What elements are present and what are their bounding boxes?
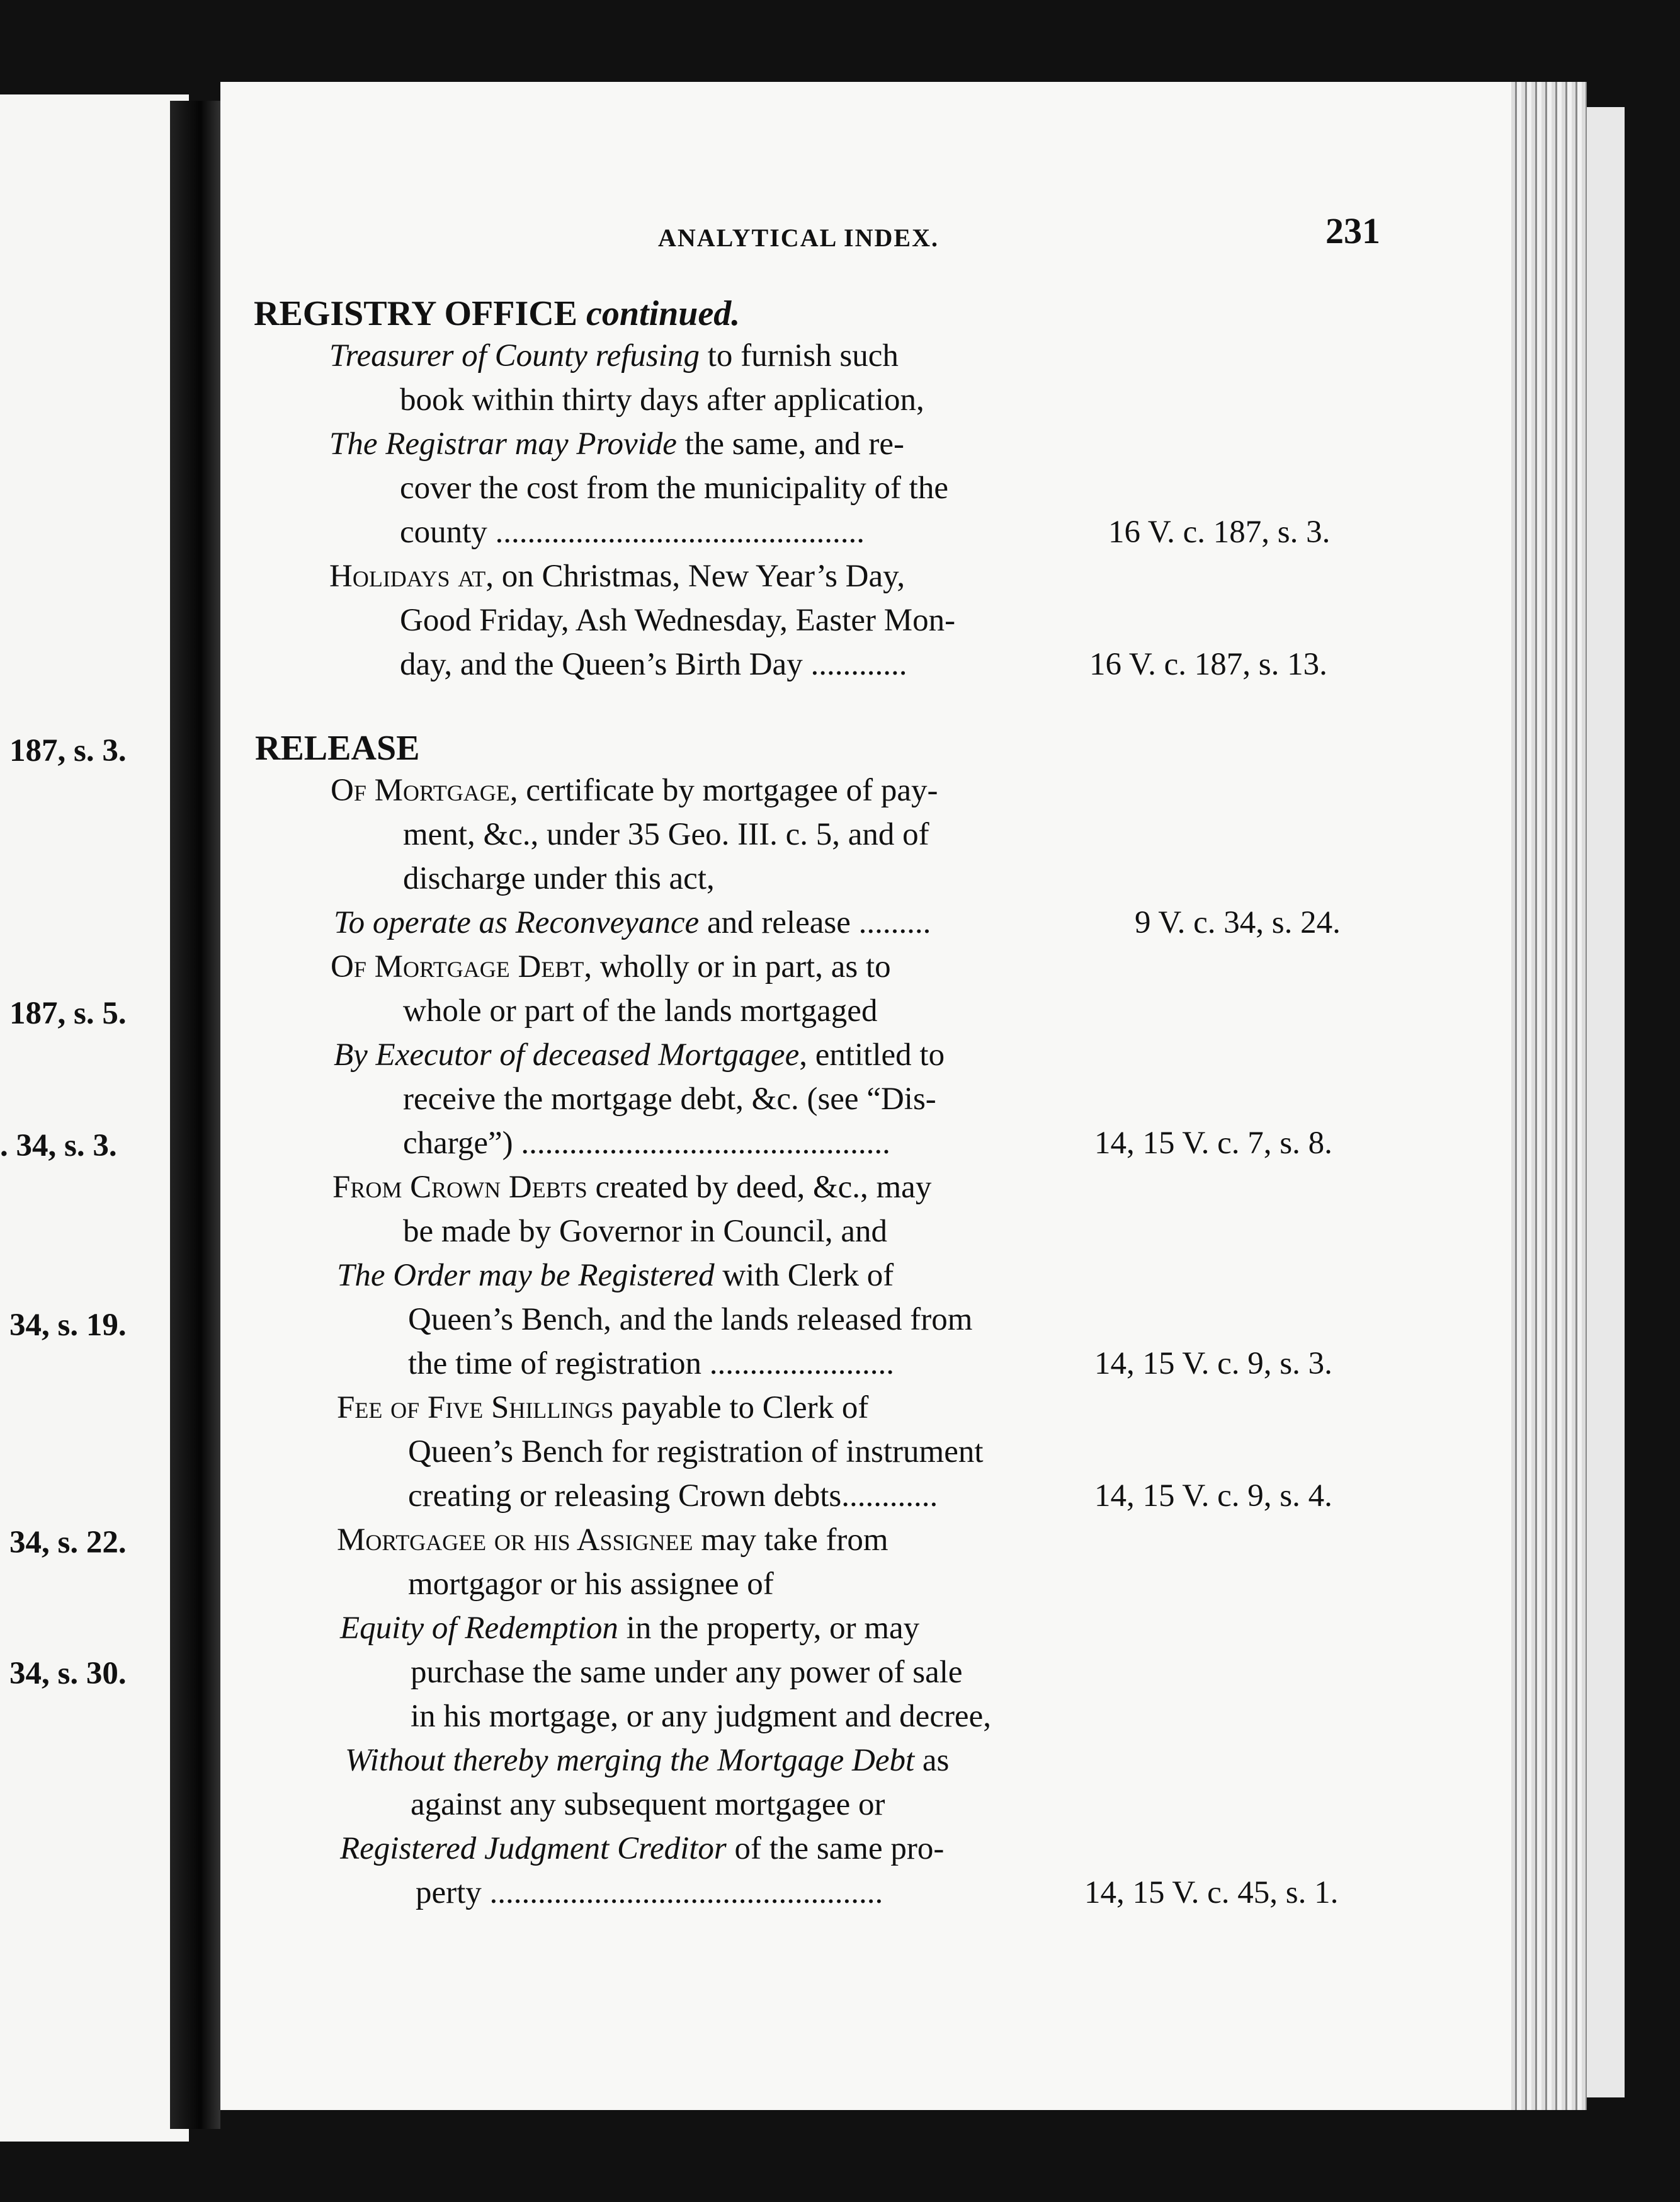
- index-line: [411, 1657, 963, 1689]
- index-text: , wholly or in part, as to: [584, 949, 891, 984]
- index-line: [408, 1568, 774, 1600]
- index-line: [340, 1833, 944, 1865]
- index-text: continued.: [586, 294, 741, 333]
- index-text: The Registrar may Provide: [329, 426, 677, 462]
- index-text: , on Christmas, New Year’s Day,: [485, 559, 905, 594]
- index-text: whole or part of the lands mortgaged: [403, 993, 878, 1029]
- index-line: [408, 1436, 984, 1468]
- index-line: [332, 1172, 931, 1204]
- index-line: [329, 561, 905, 593]
- index-text: Of Mortgage: [331, 773, 510, 808]
- index-text: Mortgagee or his Assignee: [337, 1522, 693, 1558]
- index-line: [403, 863, 715, 895]
- index-line: [329, 340, 899, 372]
- index-text: discharge under this act,: [403, 861, 715, 896]
- statute-reference: 14, 15 V. c. 9, s. 3.: [1094, 1346, 1332, 1381]
- index-text: Without thereby merging the Mortgage Debt: [345, 1743, 915, 1778]
- statute-reference: 9 V. c. 34, s. 24.: [1135, 905, 1341, 940]
- index-text: charge”) ..............................................: [403, 1126, 890, 1161]
- page-number: 231: [1325, 210, 1380, 251]
- index-line: [340, 1612, 919, 1645]
- index-text: Of Mortgage Debt: [331, 949, 584, 984]
- index-line: [331, 951, 891, 983]
- index-text: The Order may be Registered: [337, 1258, 715, 1293]
- index-text: REGISTRY OFFICE: [254, 294, 587, 333]
- statute-reference: 14, 15 V. c. 9, s. 4.: [1094, 1478, 1332, 1514]
- index-text: Good Friday, Ash Wednesday, Easter Mon-: [400, 603, 956, 638]
- index-line: [337, 1524, 888, 1556]
- index-text: To operate as Reconveyance: [334, 905, 700, 940]
- section-heading: [255, 731, 419, 766]
- index-text: mortgagor or his assignee of: [408, 1566, 774, 1602]
- index-text: county ..............................................: [400, 515, 865, 550]
- index-text: Queen’s Bench, and the lands released from: [408, 1302, 973, 1337]
- page-edges: [1511, 82, 1587, 2110]
- index-text: By Executor of deceased Mortgagee: [334, 1037, 800, 1073]
- index-line: [408, 1304, 972, 1336]
- index-text: in the property, or may: [618, 1611, 920, 1646]
- index-line: [411, 1701, 991, 1733]
- index-text: , entitled to: [799, 1037, 945, 1073]
- index-text: , certificate by mortgagee of pay-: [509, 773, 938, 808]
- index-text: the same, and re-: [676, 426, 905, 462]
- facing-page: [0, 94, 189, 2142]
- running-head: ANALYTICAL INDEX.: [658, 224, 939, 252]
- index-text: against any subsequent mortgagee or: [411, 1787, 885, 1822]
- facing-page-reference: 187, s. 3.: [9, 733, 127, 768]
- statute-reference: 16 V. c. 187, s. 13.: [1089, 647, 1327, 682]
- index-text: the time of registration .......................: [408, 1346, 894, 1381]
- index-text: and release .........: [699, 905, 931, 940]
- index-text: Holidays at: [329, 559, 486, 594]
- index-text: Registered Judgment Creditor: [340, 1831, 727, 1866]
- index-text: as: [914, 1743, 950, 1778]
- facing-page-reference: . 34, s. 3.: [0, 1128, 117, 1163]
- index-text: Queen’s Bench for registration of instrument: [408, 1434, 984, 1469]
- index-text: ment, &c., under 35 Geo. III. c. 5, and of: [403, 817, 929, 852]
- index-line: [408, 1348, 894, 1380]
- index-text: receive the mortgage debt, &c. (see “Dis-: [403, 1081, 936, 1117]
- index-text: Treasurer of County refusing: [329, 338, 700, 374]
- facing-page-reference: 34, s. 19.: [9, 1308, 127, 1343]
- index-line: [337, 1392, 868, 1424]
- index-line: [416, 1877, 883, 1909]
- index-text: be made by Governor in Council, and: [403, 1214, 888, 1249]
- index-line: [331, 775, 938, 807]
- facing-page-reference: 34, s. 30.: [9, 1656, 127, 1691]
- index-text: cover the cost from the municipality of the: [400, 471, 948, 506]
- index-line: [337, 1260, 894, 1292]
- index-line: [408, 1480, 938, 1512]
- index-text: to furnish such: [699, 338, 899, 374]
- index-line: [334, 1039, 945, 1071]
- index-text: Fee of Five Shillings: [337, 1390, 614, 1425]
- index-text: From Crown Debts: [332, 1170, 587, 1205]
- index-text: perty .................................................: [416, 1875, 883, 1910]
- index-text: with Clerk of: [714, 1258, 894, 1293]
- index-line: [411, 1789, 885, 1821]
- index-line: [403, 1216, 887, 1248]
- index-text: RELEASE: [255, 729, 420, 768]
- facing-page-reference: 34, s. 22.: [9, 1525, 127, 1560]
- index-line: [403, 1083, 936, 1115]
- index-text: of the same pro-: [726, 1831, 945, 1866]
- section-heading: [254, 296, 740, 331]
- index-text: payable to Clerk of: [613, 1390, 869, 1425]
- index-text: in his mortgage, or any judgment and decree,: [411, 1699, 991, 1734]
- index-line: [329, 428, 904, 460]
- facing-page-reference: 187, s. 5.: [9, 996, 127, 1031]
- index-line: [400, 649, 907, 681]
- book-cover-edge: [1587, 107, 1625, 2097]
- index-line: [403, 1127, 890, 1160]
- index-line: [345, 1745, 949, 1777]
- index-text: may take from: [693, 1522, 888, 1558]
- index-text: creating or releasing Crown debts............: [408, 1478, 938, 1514]
- index-line: [403, 819, 929, 851]
- statute-reference: 14, 15 V. c. 45, s. 1.: [1084, 1875, 1339, 1910]
- index-text: book within thirty days after application,: [400, 382, 924, 418]
- index-line: [403, 995, 877, 1027]
- index-text: day, and the Queen’s Birth Day ............: [400, 647, 907, 682]
- statute-reference: 14, 15 V. c. 7, s. 8.: [1094, 1126, 1332, 1161]
- index-line: [400, 472, 948, 505]
- index-line: [400, 605, 955, 637]
- book-gutter: [170, 101, 220, 2129]
- index-line: [400, 384, 924, 416]
- index-line: [334, 907, 931, 939]
- index-text: purchase the same under any power of sale: [411, 1655, 963, 1690]
- index-text: Equity of Redemption: [340, 1611, 618, 1646]
- index-text: created by deed, &c., may: [587, 1170, 932, 1205]
- index-line: [400, 516, 865, 549]
- statute-reference: 16 V. c. 187, s. 3.: [1108, 515, 1331, 550]
